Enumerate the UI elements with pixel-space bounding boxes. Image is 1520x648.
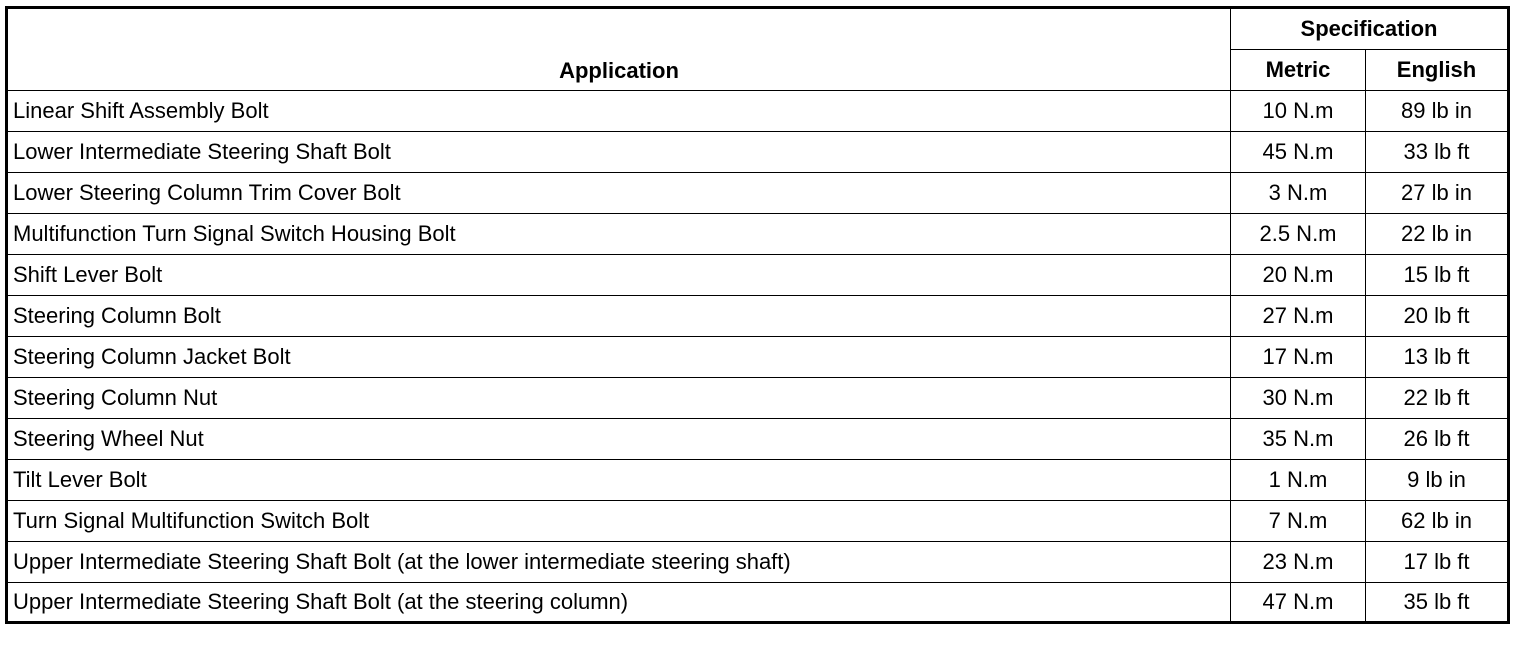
english-value-cell: 26 lb ft	[1366, 419, 1509, 460]
application-header: Application	[7, 8, 1231, 91]
metric-value-cell: 45 N.m	[1231, 132, 1366, 173]
application-cell: Multifunction Turn Signal Switch Housing Bolt	[7, 214, 1231, 255]
english-value-cell: 20 lb ft	[1366, 296, 1509, 337]
english-value-cell: 15 lb ft	[1366, 255, 1509, 296]
english-value-cell: 22 lb ft	[1366, 378, 1509, 419]
metric-value-cell: 35 N.m	[1231, 419, 1366, 460]
application-cell: Upper Intermediate Steering Shaft Bolt (at the lower intermediate steering shaft)	[7, 542, 1231, 583]
metric-value-cell: 7 N.m	[1231, 501, 1366, 542]
application-cell: Turn Signal Multifunction Switch Bolt	[7, 501, 1231, 542]
metric-value-cell: 23 N.m	[1231, 542, 1366, 583]
table-body	[7, 91, 1509, 623]
metric-value-cell: 3 N.m	[1231, 173, 1366, 214]
metric-value-cell: 17 N.m	[1231, 337, 1366, 378]
application-cell: Steering Column Jacket Bolt	[7, 337, 1231, 378]
table-row	[7, 255, 1509, 296]
metric-value-cell: 20 N.m	[1231, 255, 1366, 296]
application-cell: Tilt Lever Bolt	[7, 460, 1231, 501]
metric-value-cell: 47 N.m	[1231, 583, 1366, 623]
metric-value-cell: 1 N.m	[1231, 460, 1366, 501]
english-value-cell: 35 lb ft	[1366, 583, 1509, 623]
fastener-specification-table	[5, 6, 1510, 624]
table-row	[7, 132, 1509, 173]
english-value-cell: 89 lb in	[1366, 91, 1509, 132]
metric-value-cell: 2.5 N.m	[1231, 214, 1366, 255]
application-cell: Steering Wheel Nut	[7, 419, 1231, 460]
table-row	[7, 173, 1509, 214]
table-row	[7, 501, 1509, 542]
english-value-cell: 17 lb ft	[1366, 542, 1509, 583]
english-value-cell: 9 lb in	[1366, 460, 1509, 501]
table-row	[7, 378, 1509, 419]
english-value-cell: 62 lb in	[1366, 501, 1509, 542]
english-header: English	[1366, 50, 1509, 91]
application-cell: Steering Column Nut	[7, 378, 1231, 419]
table-row	[7, 460, 1509, 501]
english-value-cell: 13 lb ft	[1366, 337, 1509, 378]
metric-value-cell: 30 N.m	[1231, 378, 1366, 419]
table-row	[7, 214, 1509, 255]
table-row	[7, 337, 1509, 378]
table-row	[7, 91, 1509, 132]
metric-value-cell: 27 N.m	[1231, 296, 1366, 337]
english-value-cell: 33 lb ft	[1366, 132, 1509, 173]
table-row	[7, 296, 1509, 337]
english-value-cell: 22 lb in	[1366, 214, 1509, 255]
table-row	[7, 542, 1509, 583]
application-cell: Lower Intermediate Steering Shaft Bolt	[7, 132, 1231, 173]
metric-header: Metric	[1231, 50, 1366, 91]
metric-value-cell: 10 N.m	[1231, 91, 1366, 132]
table-row	[7, 419, 1509, 460]
table-header	[7, 8, 1509, 91]
application-cell: Linear Shift Assembly Bolt	[7, 91, 1231, 132]
application-cell: Lower Steering Column Trim Cover Bolt	[7, 173, 1231, 214]
specification-header: Specification	[1231, 8, 1509, 50]
application-cell: Steering Column Bolt	[7, 296, 1231, 337]
application-cell: Shift Lever Bolt	[7, 255, 1231, 296]
english-value-cell: 27 lb in	[1366, 173, 1509, 214]
header-row-top	[7, 8, 1509, 50]
application-cell: Upper Intermediate Steering Shaft Bolt (at the steering column)	[7, 583, 1231, 623]
table-row	[7, 583, 1509, 623]
